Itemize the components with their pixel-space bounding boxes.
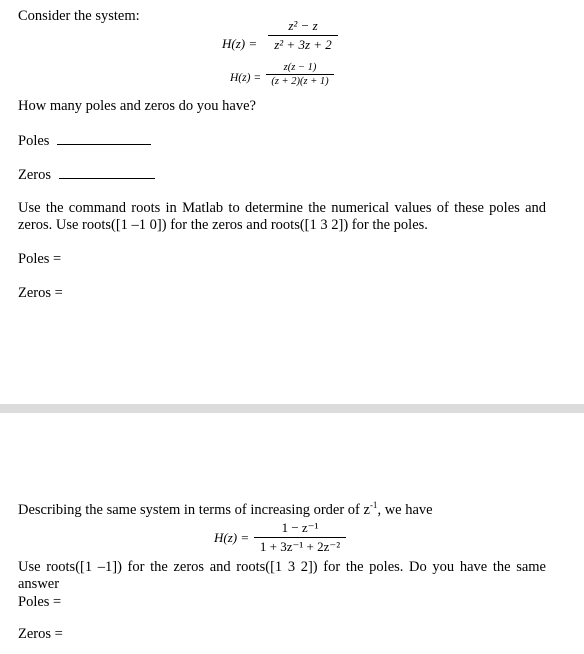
poles-equals-label: Poles = bbox=[18, 251, 62, 267]
section2-intro-text: Describing the same system in terms of increasing order of z bbox=[18, 502, 370, 518]
section2-instruction: Use roots([1 –1]) for the zeros and roots([1 3 2]) for the poles. Do you have the same answer bbox=[18, 559, 546, 592]
equation-1-lhs: H(z) = bbox=[222, 36, 258, 51]
fraction-bar bbox=[266, 74, 334, 75]
fraction-bar bbox=[254, 537, 346, 538]
poles-blank-row bbox=[18, 133, 151, 150]
poles-label: Poles bbox=[18, 133, 50, 149]
section-divider bbox=[0, 404, 584, 413]
section2-intro-exponent: -1 bbox=[369, 500, 378, 510]
equation-2-fraction bbox=[266, 62, 334, 87]
question-text: How many poles and zeros do you have? bbox=[18, 98, 256, 114]
equation-3-numerator: 1 − z⁻¹ bbox=[281, 520, 319, 535]
section2-intro-end: , we have bbox=[377, 502, 433, 518]
equation-2-numerator: z(z − 1) bbox=[283, 62, 317, 73]
fraction-bar bbox=[268, 35, 338, 36]
equation-3-lhs: H(z) = bbox=[214, 530, 250, 545]
zeros-blank-row bbox=[18, 167, 155, 184]
poles-answer-line[interactable] bbox=[57, 144, 151, 145]
equation-1-numerator: z² − z bbox=[288, 18, 318, 33]
zeros-answer-line[interactable] bbox=[59, 178, 155, 179]
zeros-label: Zeros bbox=[18, 167, 52, 183]
equation-1-fraction bbox=[268, 18, 338, 53]
zeros-equals-label: Zeros = bbox=[18, 285, 63, 301]
equation-3-denominator: 1 + 3z⁻¹ + 2z⁻² bbox=[259, 539, 341, 554]
section2-intro bbox=[18, 502, 433, 519]
equation-2-denominator: (z + 2)(z + 1) bbox=[271, 76, 329, 87]
equation-2-lhs: H(z) = bbox=[230, 72, 262, 84]
equation-1-denominator: z² + 3z + 2 bbox=[274, 37, 332, 52]
section2-poles-equals-label: Poles = bbox=[18, 594, 62, 610]
intro-text: Consider the system: bbox=[18, 8, 140, 24]
section2-zeros-equals-label: Zeros = bbox=[18, 626, 63, 642]
matlab-instruction: Use the command roots in Matlab to determine the numerical values of these poles and zeros. Use roots([1 –1 0]) for the zeros and roots([1 3 2]) for the poles. bbox=[18, 200, 546, 233]
equation-3-fraction bbox=[254, 520, 346, 555]
